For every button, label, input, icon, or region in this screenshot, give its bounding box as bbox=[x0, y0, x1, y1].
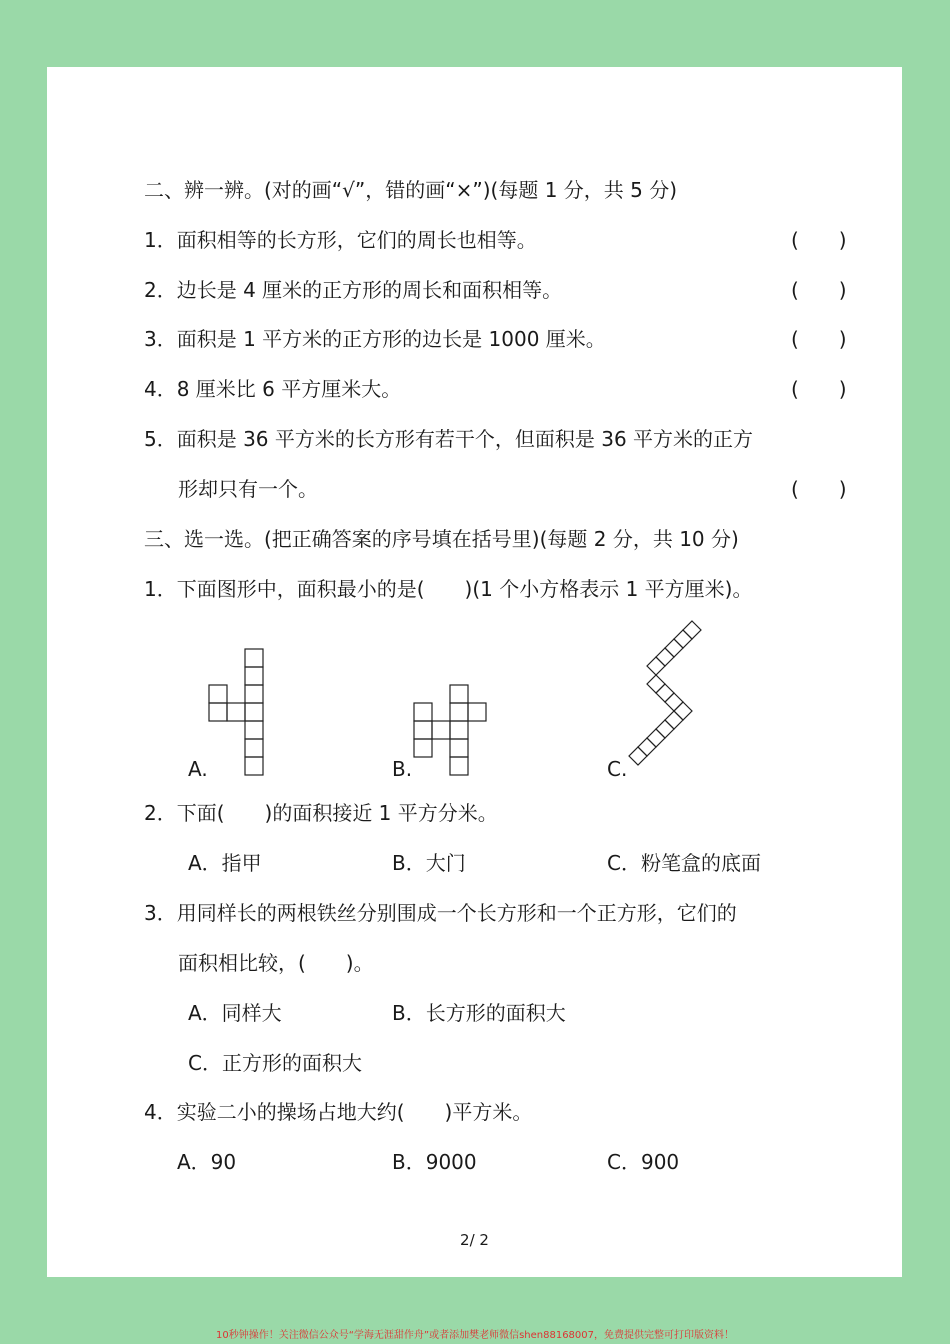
worksheet-page bbox=[47, 67, 902, 1277]
s2-item-5: 5．面积是 36 平方米的长方形有若干个，但面积是 36 平方米的正方 bbox=[144, 427, 754, 451]
s2-answer-1[interactable]: ( ) bbox=[791, 228, 847, 252]
page-number: 2/ 2 bbox=[460, 1231, 489, 1249]
s3-q4: 4．实验二小的操场占地大约( )平方米。 bbox=[144, 1100, 533, 1124]
s3-q3: 3．用同样长的两根铁丝分别围成一个长方形和一个正方形，它们的 bbox=[144, 901, 737, 925]
s2-answer-2[interactable]: ( ) bbox=[791, 278, 847, 302]
s2-item-5-cont: 形却只有一个。 bbox=[178, 477, 318, 501]
figure-c-label[interactable]: C. bbox=[607, 757, 628, 781]
section2-title: 二、辨一辨。(对的画“√”，错的画“×”)(每题 1 分，共 5 分) bbox=[144, 178, 678, 202]
figure-c bbox=[639, 619, 719, 779]
s3-q2: 2．下面( )的面积接近 1 平方分米。 bbox=[144, 801, 498, 825]
s2-answer-3[interactable]: ( ) bbox=[791, 327, 847, 351]
s3-q4-option-a[interactable]: A．90 bbox=[177, 1150, 237, 1174]
s2-answer-5[interactable]: ( ) bbox=[791, 477, 847, 501]
s2-item-1: 1．面积相等的长方形，它们的周长也相等。 bbox=[144, 228, 537, 252]
figure-b bbox=[414, 685, 494, 780]
s2-answer-4[interactable]: ( ) bbox=[791, 377, 847, 401]
s3-q4-option-c[interactable]: C．900 bbox=[607, 1150, 680, 1174]
s3-q2-option-c[interactable]: C．粉笔盒的底面 bbox=[607, 851, 761, 875]
section3-title: 三、选一选。(把正确答案的序号填在括号里)(每题 2 分，共 10 分) bbox=[144, 527, 739, 551]
s2-item-2: 2．边长是 4 厘米的正方形的周长和面积相等。 bbox=[144, 278, 563, 302]
s3-q4-option-b[interactable]: B．9000 bbox=[392, 1150, 477, 1174]
s3-q3-option-c[interactable]: C．正方形的面积大 bbox=[188, 1051, 362, 1075]
figure-a-label[interactable]: A. bbox=[188, 757, 208, 781]
s3-q2-option-b[interactable]: B．大门 bbox=[392, 851, 466, 875]
figure-a bbox=[209, 649, 269, 779]
s2-item-3: 3．面积是 1 平方米的正方形的边长是 1000 厘米。 bbox=[144, 327, 606, 351]
s2-item-4: 4．8 厘米比 6 平方厘米大。 bbox=[144, 377, 402, 401]
footer-notice: 10秒钟操作！关注微信公众号“学海无涯甜作舟”或者添加樊老师微信shen88168007，免费提供完整可打印版资料！ bbox=[215, 1330, 735, 1341]
s3-q1: 1．下面图形中，面积最小的是( )(1 个小方格表示 1 平方厘米)。 bbox=[144, 577, 753, 601]
figure-b-label[interactable]: B. bbox=[392, 757, 413, 781]
s3-q2-option-a[interactable]: A．指甲 bbox=[188, 851, 262, 875]
s3-q3-option-b[interactable]: B．长方形的面积大 bbox=[392, 1001, 566, 1025]
s3-q3-cont: 面积相比较，( )。 bbox=[178, 951, 374, 975]
s3-q3-option-a[interactable]: A．同样大 bbox=[188, 1001, 282, 1025]
